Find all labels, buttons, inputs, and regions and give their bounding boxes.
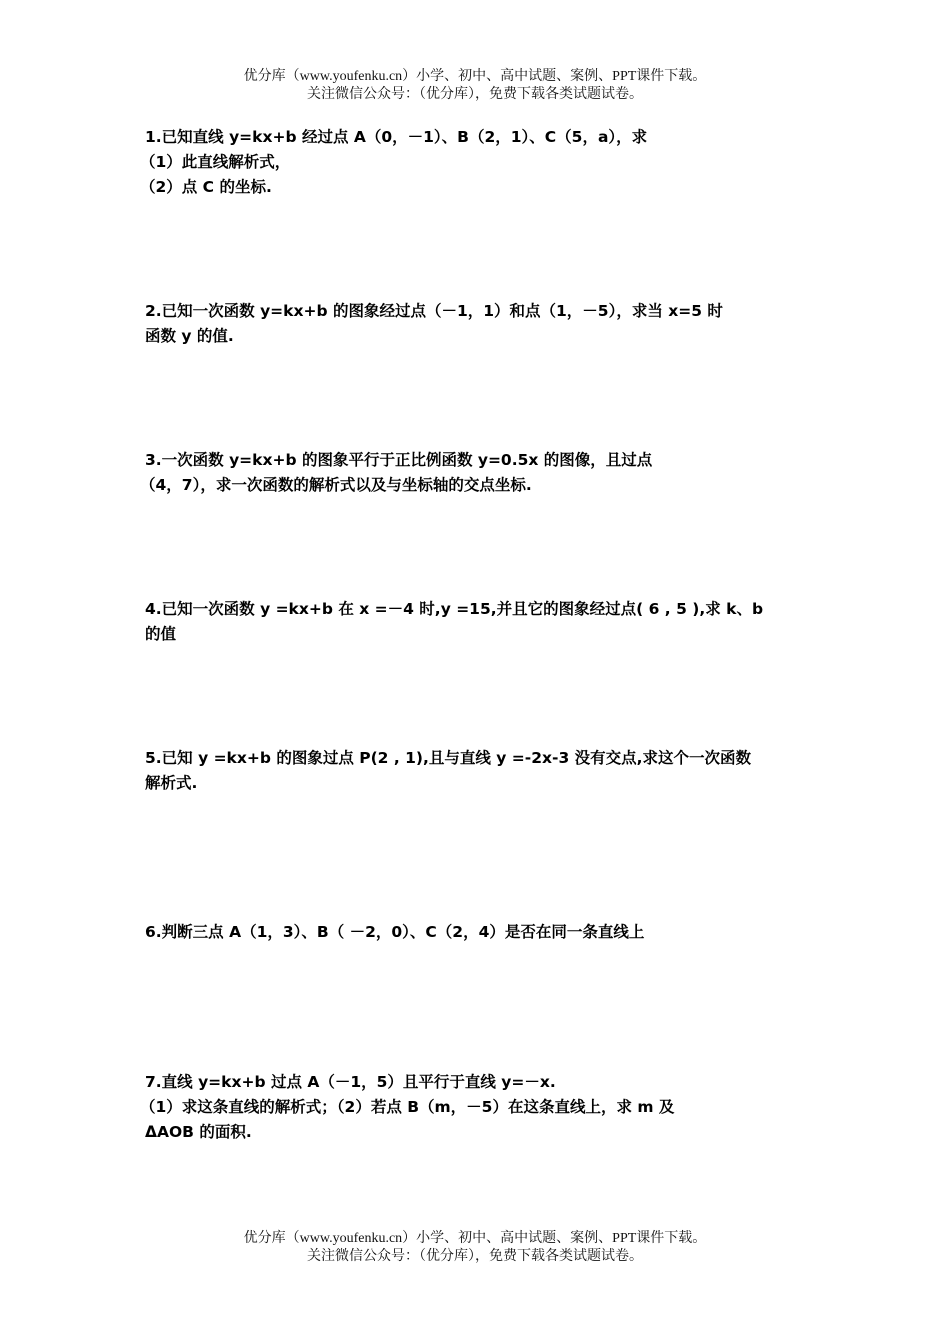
header-banner	[0, 68, 950, 104]
question-3	[140, 448, 810, 498]
question-7-line-2: （1）求这条直线的解析式；（2）若点 B（m，－5）在这条直线上，求 m 及	[140, 1098, 675, 1116]
question-4-line-1: 4.已知一次函数 y =kx+b 在 x =－4 时,y =15,并且它的图象经过点( 6 , 5 ),求 k、b	[145, 600, 764, 618]
question-3-line-2: （4，7），求一次函数的解析式以及与坐标轴的交点坐标.	[140, 476, 532, 494]
footer-line-2: 关注微信公众号：（优分库），免费下载各类试题试卷。	[307, 1249, 643, 1264]
question-2-line-2: 函数 y 的值.	[145, 327, 234, 345]
question-6-line-1: 6.判断三点 A（1，3）、B（ －2，0）、C（2，4）是否在同一条直线上	[145, 923, 645, 941]
header-line-2: 关注微信公众号：（优分库），免费下载各类试题试卷。	[307, 87, 643, 102]
question-6	[145, 920, 810, 945]
question-5-line-1: 5.已知 y =kx+b 的图象过点 P(2 , 1),且与直线 y =-2x-3 没有交点,求这个一次函数	[145, 749, 752, 767]
question-3-line-1: 3.一次函数 y=kx+b 的图象平行于正比例函数 y=0.5x 的图像，且过点	[145, 451, 653, 469]
question-1-line-3: （2）点 C 的坐标.	[140, 178, 272, 196]
question-1-line-1: 1.已知直线 y=kx+b 经过点 A（0，－1）、B（2，1）、C（5，a），求	[145, 128, 648, 146]
question-7	[140, 1070, 810, 1145]
question-2-line-1: 2.已知一次函数 y=kx+b 的图象经过点（－1，1）和点（1，－5），求当 x=5 时	[145, 302, 723, 320]
question-2	[145, 299, 810, 349]
question-5-line-2: 解析式.	[145, 774, 198, 792]
footer-line-1: 优分库（www.youfenku.cn）小学、初中、高中试题、案例、PPT课件下载。	[243, 1231, 707, 1246]
question-7-line-1: 7.直线 y=kx+b 过点 A（－1，5）且平行于直线 y=－x.	[145, 1073, 556, 1091]
question-1	[140, 125, 810, 200]
footer-banner	[0, 1230, 950, 1266]
question-5	[145, 746, 810, 796]
question-1-line-2: （1）此直线解析式，	[140, 153, 291, 171]
question-4-line-2: 的值	[145, 625, 177, 643]
question-4	[145, 597, 810, 647]
header-line-1: 优分库（www.youfenku.cn）小学、初中、高中试题、案例、PPT课件下载。	[243, 69, 707, 84]
question-7-line-3: ΔAOB 的面积.	[145, 1123, 252, 1141]
